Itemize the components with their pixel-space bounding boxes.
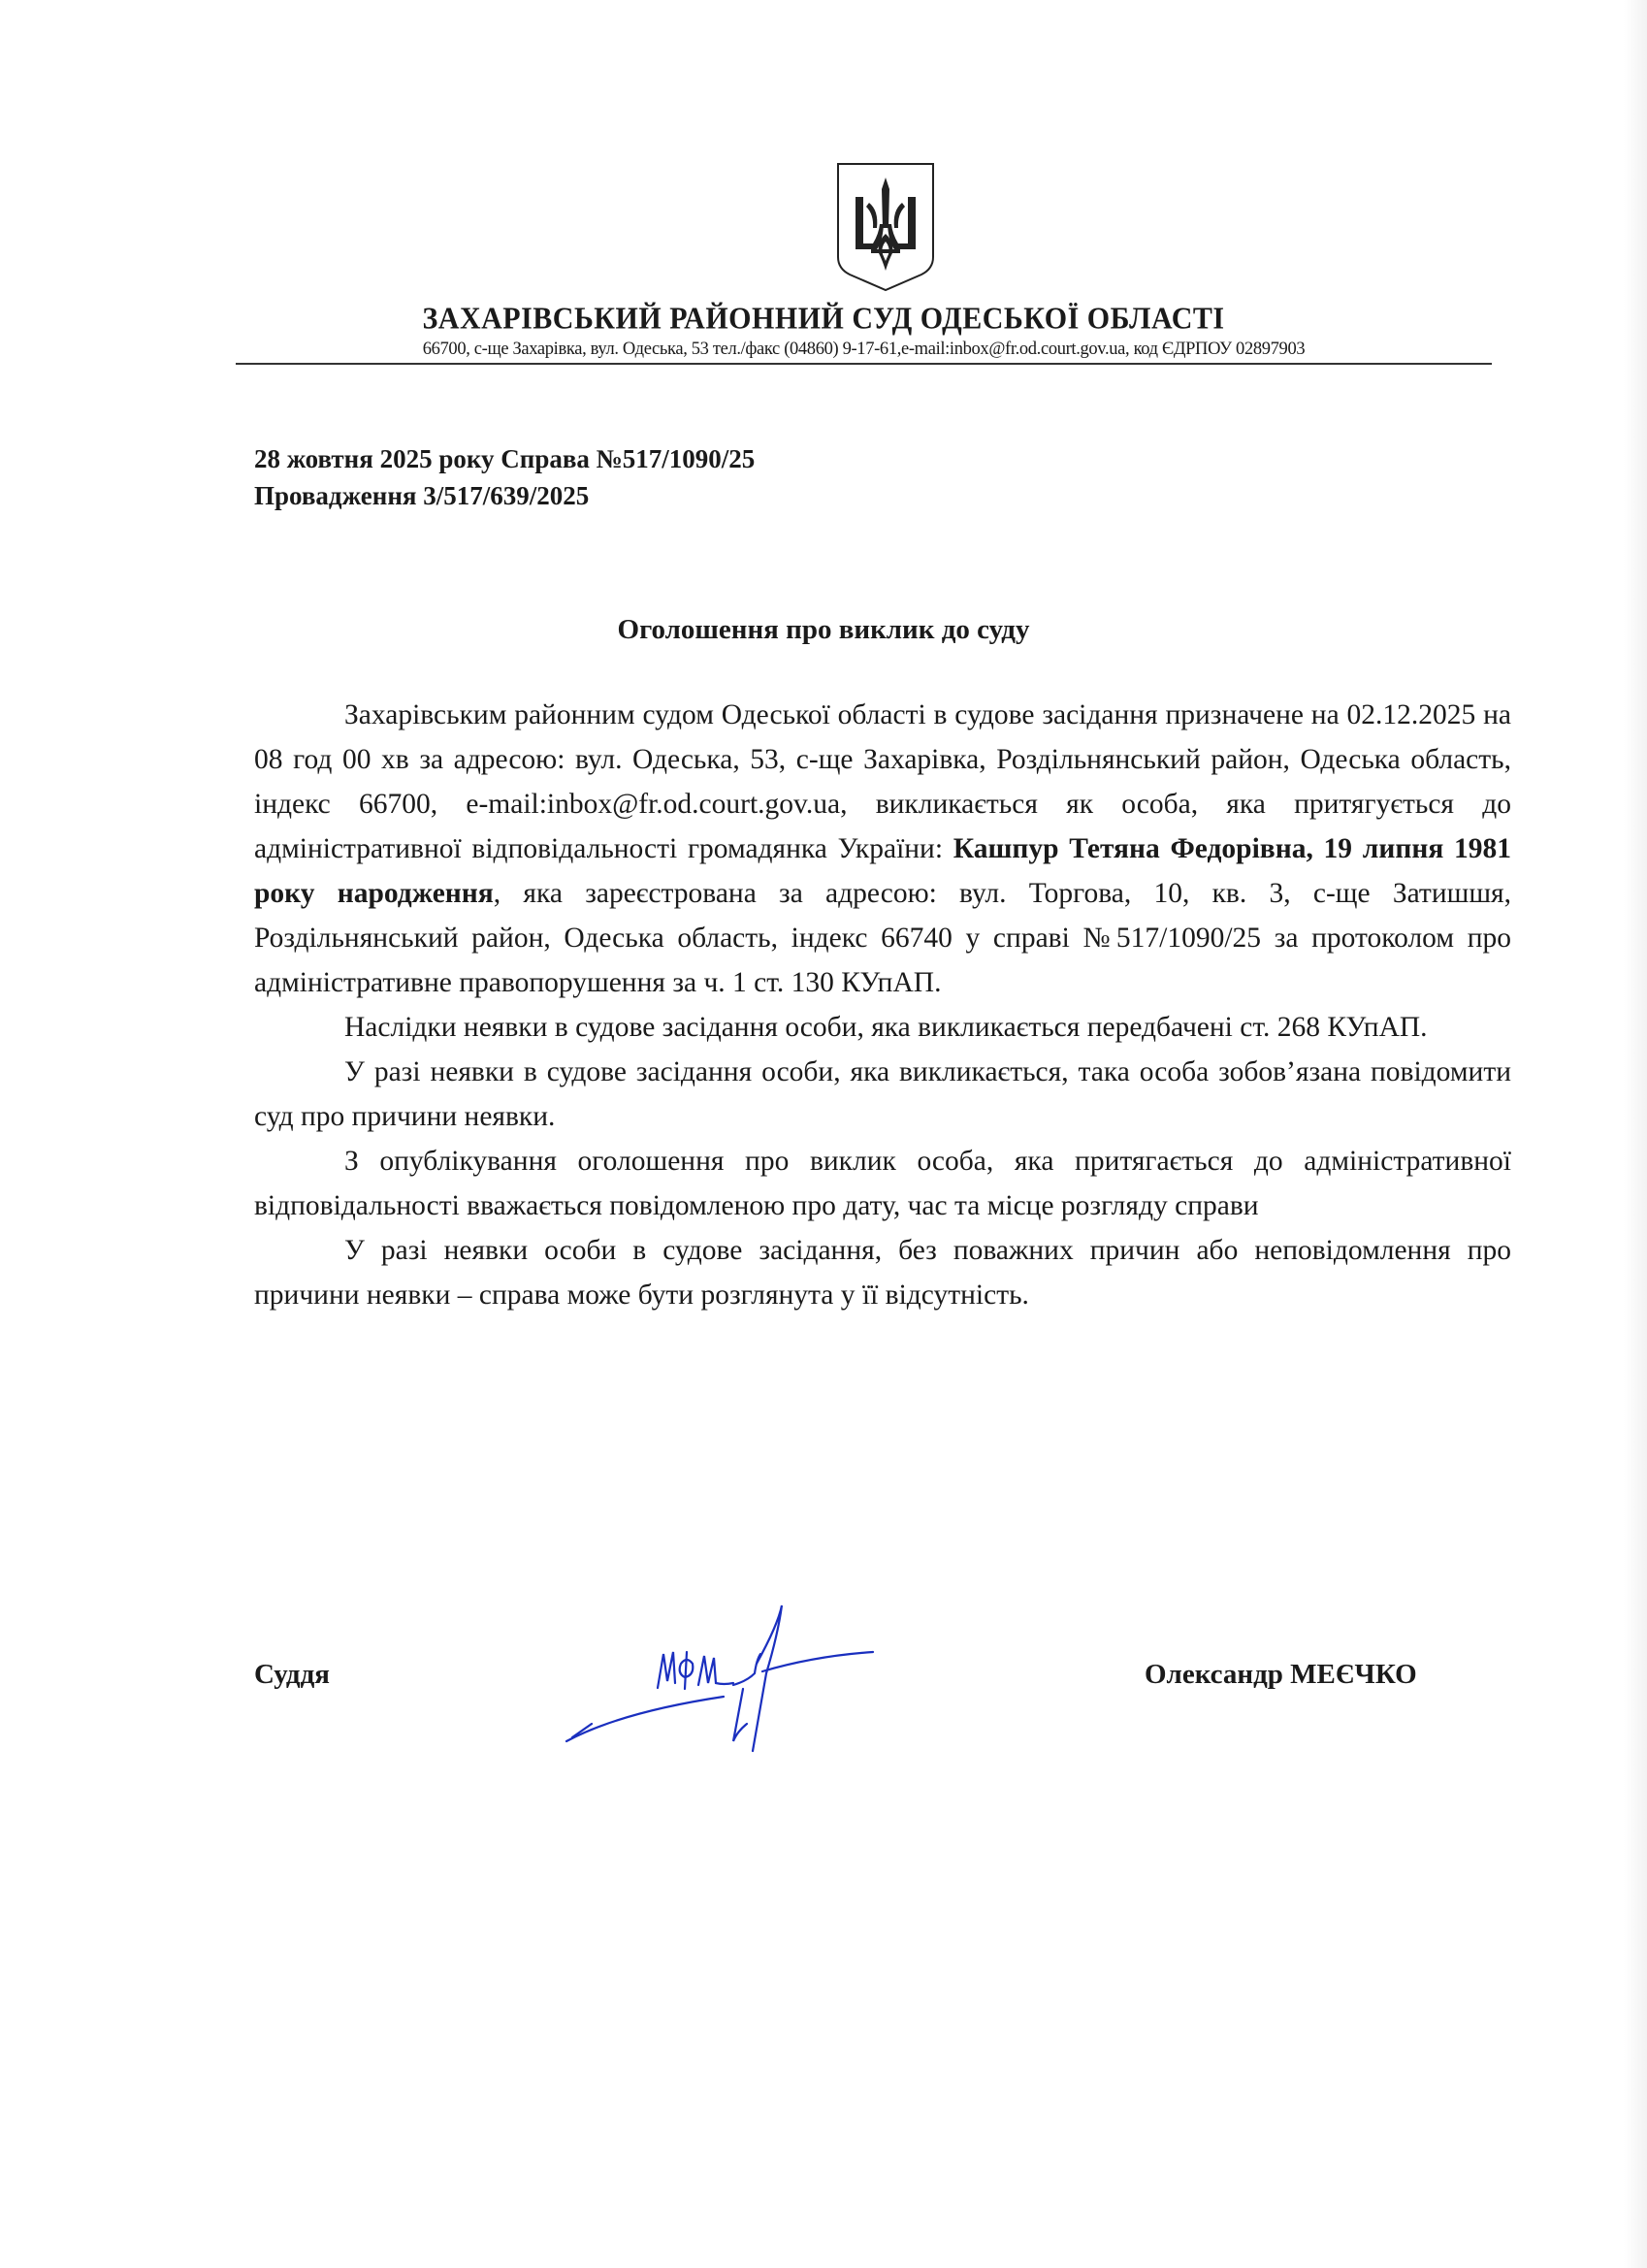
signature-icon bbox=[563, 1596, 989, 1770]
court-address: 66700, с-ще Захарівка, вул. Одеська, 53 тел./факс (04860) 9-17-61,e-mail:inbox@fr.od.court.gov.ua, код ЄДРПОУ 02897903 bbox=[422, 340, 1306, 359]
judge-name: Олександр МЕЄЧКО bbox=[1145, 1659, 1417, 1690]
document-body bbox=[254, 693, 1511, 1317]
paragraph-summons: Захарівським районним судом Одеської області в судове засідання призначене на 02.12.2025 на 08 год 00 хв за адресою: вул. Одеська, 53, с-ще Захарівка, Роздільнянський район, Одеська область, індекс 66700, e-mail:inbox@fr.od.court.gov.ua, викликається як особа, яка притягується до адміністративної відповідальності громадянка України: Кашпур Тетяна Федорівна, 19 липня 1981 року народження, яка зареєстрована за адресою: вул. Торгова, 10, кв. 3, с-ще Затишшя, Роздільнянський район, Одеська область, індекс 66740 у справі №517/1090/25 за протоколом про адміністративне правопорушення за ч. 1 ст. 130 КУпАП. bbox=[254, 699, 1511, 998]
ukraine-trident-emblem-icon bbox=[834, 160, 937, 294]
page-edge bbox=[1624, 0, 1647, 2268]
case-date-number: 28 жовтня 2025 року Справа №517/1090/25 bbox=[254, 444, 756, 473]
paragraph-notify-obligation: У разі неявки в судове засідання особи, яка викликається, така особа зобов’язана повідомити суд про причини неявки. bbox=[254, 1056, 1511, 1132]
judge-label: Суддя bbox=[254, 1659, 330, 1690]
paragraph-consequences: Наслідки неявки в судове засідання особи, яка викликається передбачені ст. 268 КУпАП. bbox=[344, 1012, 1428, 1043]
proceeding-number: Провадження 3/517/639/2025 bbox=[254, 481, 590, 510]
document-title: Оголошення про виклик до суду bbox=[617, 614, 1030, 645]
header-divider bbox=[236, 363, 1492, 365]
court-name: ЗАХАРІВСЬКИЙ РАЙОННИЙ СУД ОДЕСЬКОЇ ОБЛАСТІ bbox=[422, 301, 1225, 336]
paragraph-absence: У разі неявки особи в судове засідання, без поважних причин або неповідомлення про причини неявки – справа може бути розглянута у її відсутність. bbox=[254, 1235, 1511, 1311]
defendant-name: Кашпур Тетяна Федорівна, 19 липня 1981 року народження bbox=[254, 833, 1511, 909]
paragraph-publication-notice: З опублікування оголошення про виклик особа, яка притягається до адміністративної відповідальності вважається повідомленою про дату, час та місце розгляду справи bbox=[254, 1146, 1511, 1221]
